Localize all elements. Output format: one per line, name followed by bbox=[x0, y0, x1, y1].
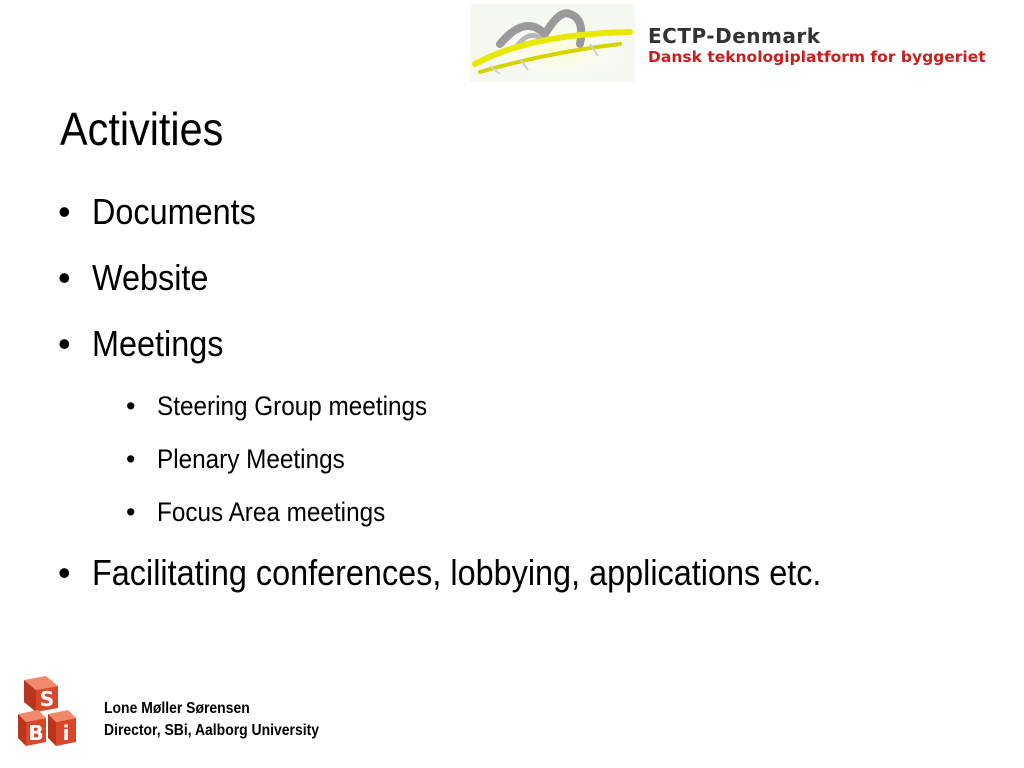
logo-letter-b: B bbox=[28, 721, 44, 745]
ectp-logo bbox=[470, 4, 1010, 86]
brand-title: ECTP-Denmark bbox=[648, 24, 821, 48]
sbi-block-i bbox=[48, 710, 76, 746]
bullet-icon: • bbox=[126, 391, 136, 421]
sub-bullet-plenary bbox=[126, 446, 366, 473]
bullet-item-website bbox=[58, 257, 221, 298]
brand-subtitle: Dansk teknologiplatform for byggeriet bbox=[648, 48, 986, 66]
bullet-icon: • bbox=[126, 497, 136, 527]
slide-title: Activities bbox=[60, 103, 224, 155]
sbi-block-s bbox=[24, 676, 58, 712]
sub-bullet-focus-area bbox=[126, 499, 411, 526]
bridge-arch-icon bbox=[470, 4, 635, 82]
bullet-text: Facilitating conferences, lobbying, applications etc. bbox=[92, 552, 822, 593]
logo-letter-i: i bbox=[62, 721, 70, 745]
bullet-item-facilitating bbox=[58, 552, 902, 593]
bullet-text: Website bbox=[92, 257, 209, 298]
footer-text bbox=[104, 698, 319, 742]
bullet-text: Documents bbox=[92, 191, 256, 232]
bullet-text: Focus Area meetings bbox=[157, 497, 386, 527]
bullet-icon: • bbox=[126, 444, 136, 474]
bullet-item-documents bbox=[58, 191, 274, 232]
sbi-block-b bbox=[18, 710, 46, 746]
sbi-logo bbox=[16, 674, 80, 750]
logo-letter-s: S bbox=[39, 687, 55, 711]
author-role: Director, SBi, Aalborg University bbox=[104, 722, 320, 739]
bullet-icon: • bbox=[58, 257, 71, 298]
bullet-item-meetings bbox=[58, 323, 238, 364]
bullet-text: Plenary Meetings bbox=[157, 444, 345, 474]
sub-bullet-steering-group bbox=[126, 393, 457, 420]
bullet-icon: • bbox=[58, 323, 71, 364]
bullet-text: Steering Group meetings bbox=[157, 391, 428, 421]
bullet-text: Meetings bbox=[92, 323, 224, 364]
bullet-icon: • bbox=[58, 552, 71, 593]
bullet-icon: • bbox=[58, 191, 71, 232]
author-name: Lone Møller Sørensen bbox=[104, 700, 250, 717]
